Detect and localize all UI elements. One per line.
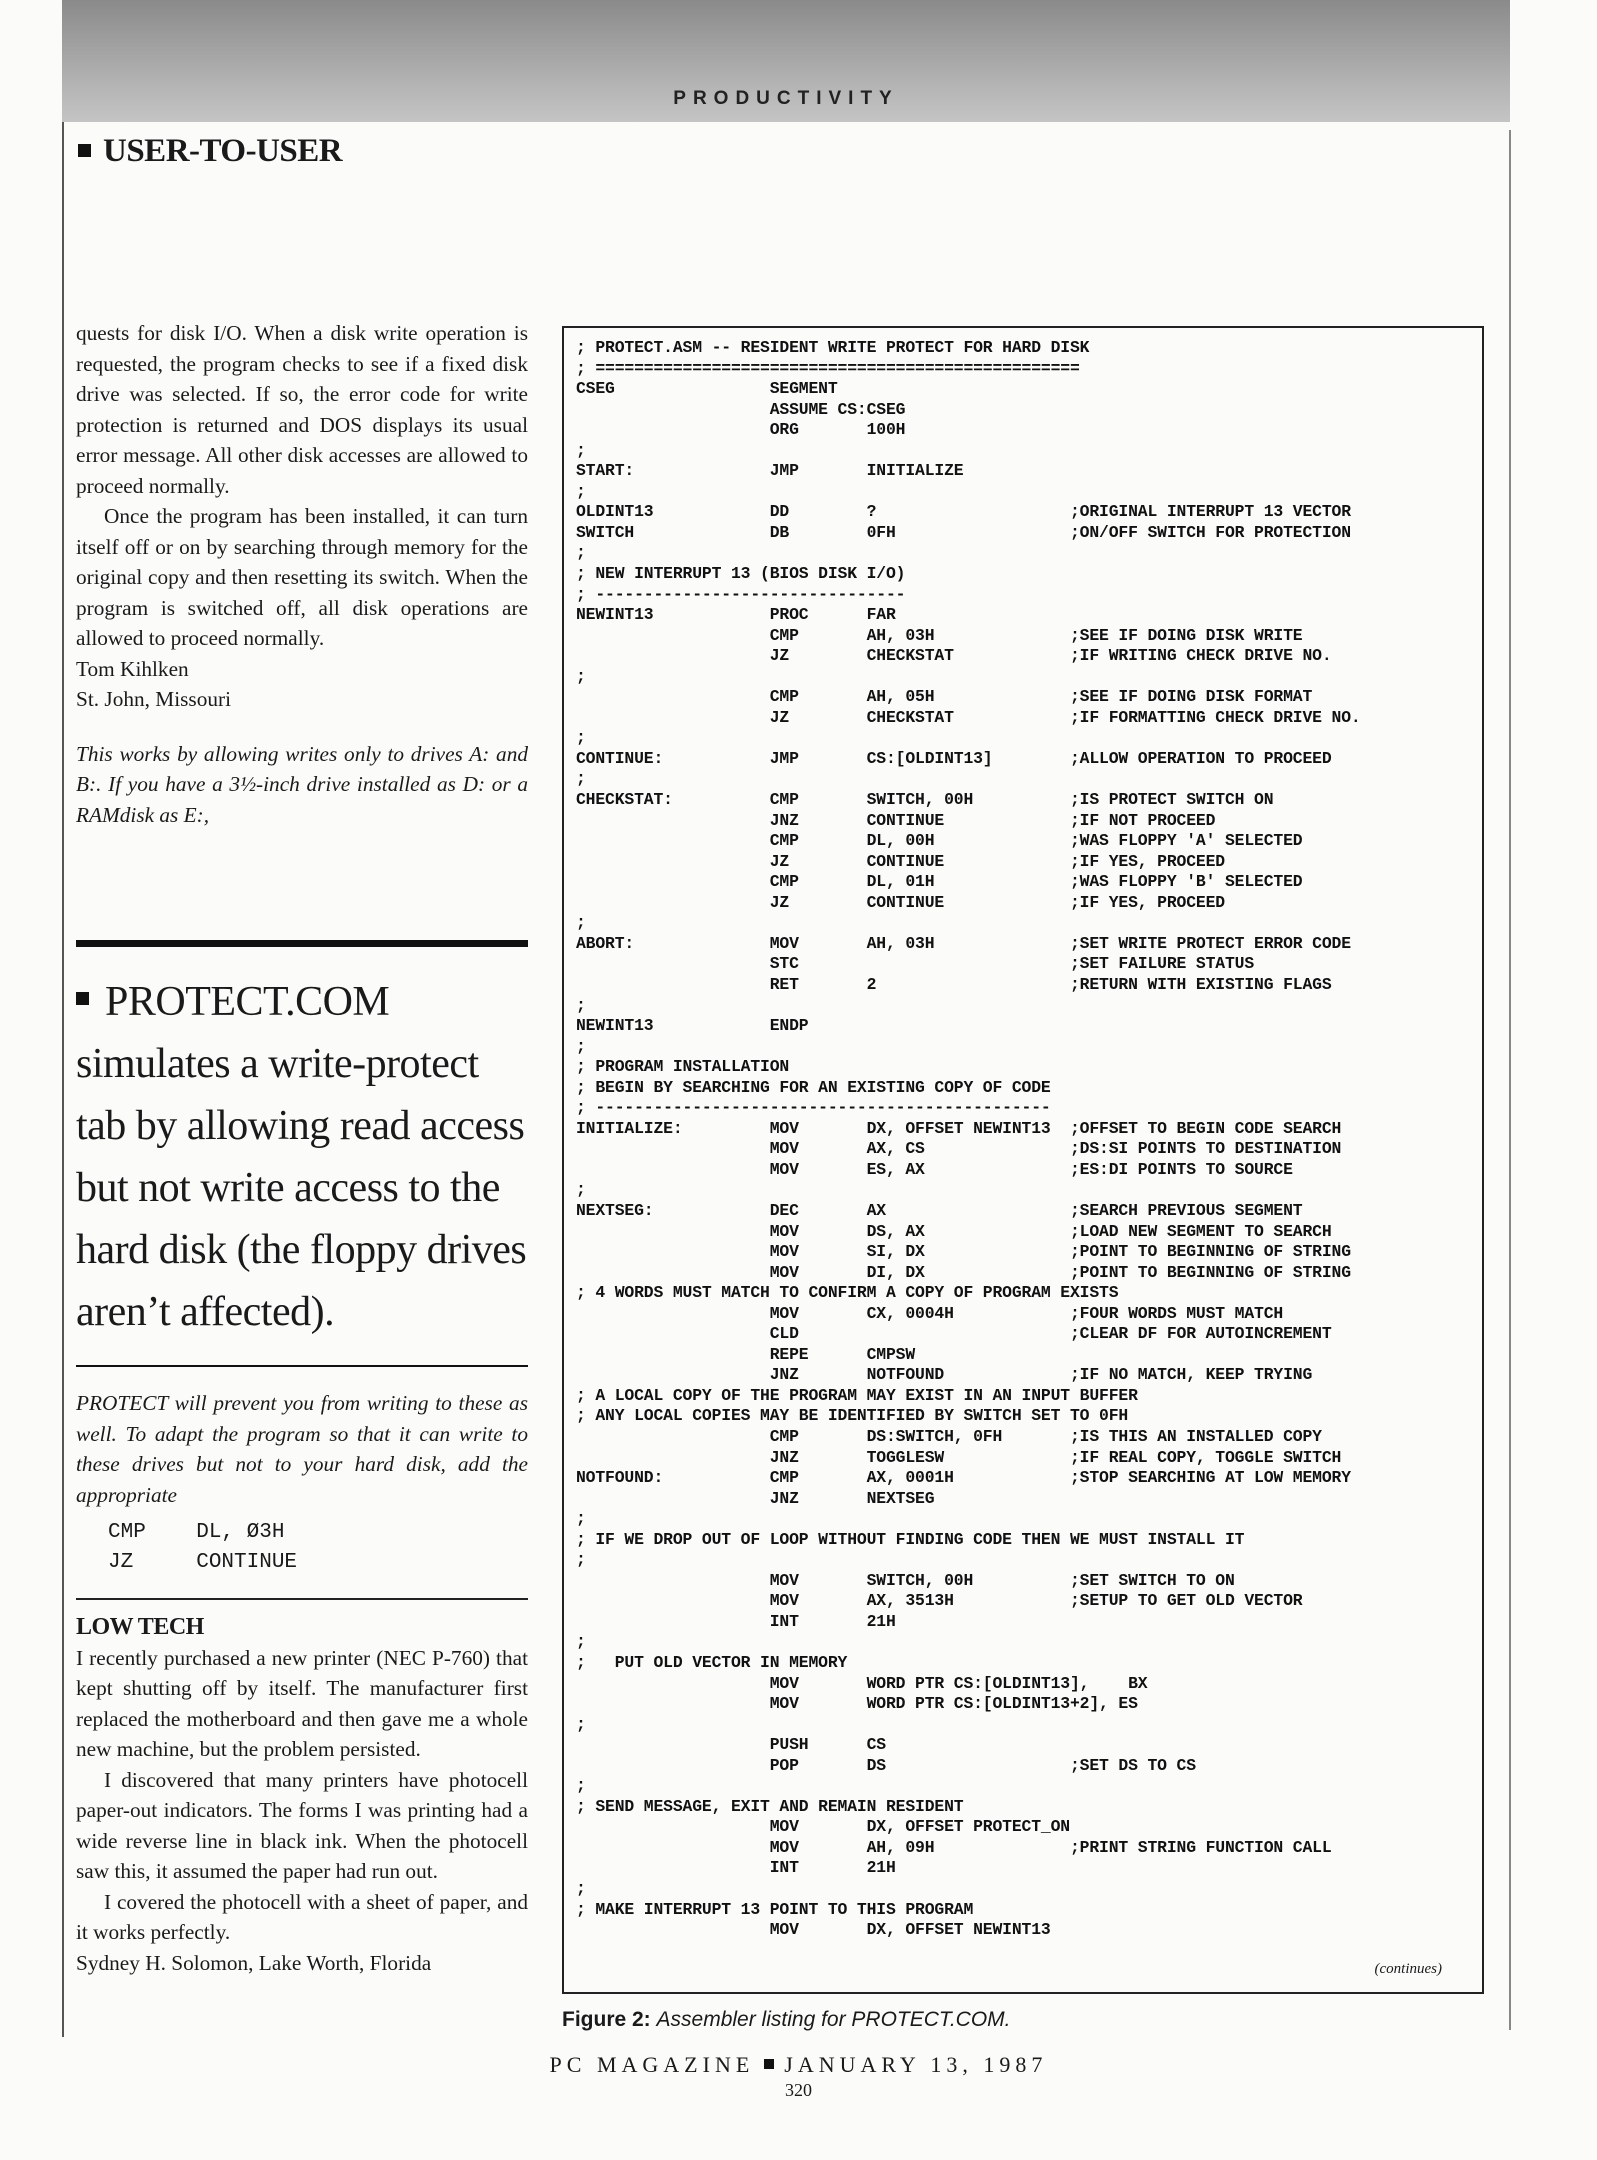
left-vertical-rule <box>62 122 64 2037</box>
square-bullet-icon <box>764 2059 774 2069</box>
body-paragraph: quests for disk I/O. When a disk write operation is requested, the program checks to see if a fixed disk drive was selected. If so, the error code for write protection is returned and DOS displays its usual error message. All other disk accesses are allowed to proceed normally. <box>76 321 528 498</box>
body-paragraph: Once the program has been installed, it can turn itself off or on by searching through memory for the original copy and then resetting its switch. When the program is switched off, all disk operations are allowed to proceed normally. <box>76 504 528 650</box>
editor-note-2: PROTECT will prevent you from writing to these as well. To adapt the program so that it can write to these drives but not to your hard disk, add the appropriate <box>76 1391 528 1507</box>
square-bullet-icon <box>76 992 89 1005</box>
square-bullet-icon <box>78 144 91 157</box>
magazine-name: PC MAGAZINE <box>549 2052 755 2077</box>
continues-note: (continues) <box>1374 1961 1442 1977</box>
figure-number: Figure 2: <box>562 2008 651 2031</box>
low-tech-heading: LOW TECH <box>76 1614 204 1640</box>
left-column-text <box>76 318 528 830</box>
right-vertical-rule <box>1509 130 1511 2030</box>
body-paragraph: I covered the photocell with a sheet of paper, and it works perfectly. <box>76 1889 528 1944</box>
editor-note-continued <box>76 1388 528 1578</box>
page-footer <box>0 2052 1597 2078</box>
body-paragraph: I recently purchased a new printer (NEC P-760) that kept shutting off by itself. The manufacturer first replaced the motherboard and then gave me a whole new machine, but the problem persisted. <box>76 1645 528 1761</box>
low-tech-section <box>76 1612 528 1978</box>
editor-note: This works by allowing writes only to drives A: and B:. If you have a 3½-inch drive installed as D: or a RAMdisk as E:, <box>76 741 528 827</box>
header-band <box>62 0 1510 122</box>
pull-quote-rule-top <box>76 940 528 947</box>
pull-quote <box>76 940 528 1367</box>
pull-quote-text: PROTECT.COM simulates a write-protect tab by allowing read access but not write access to the hard disk (the floppy drives aren’t affected). <box>76 979 527 1335</box>
section-label: PRODUCTIVITY <box>673 88 899 109</box>
department-title <box>78 133 342 170</box>
body-paragraph: I discovered that many printers have photocell paper-out indicators. The forms I was printing had a wide reverse line in black ink. When the photocell saw this, it assumed the paper had run out. <box>76 1767 528 1883</box>
caption-text: Assembler listing for PROTECT.COM. <box>656 2008 1011 2031</box>
department-label: USER-TO-USER <box>103 133 343 169</box>
pull-quote-rule-bottom <box>76 1365 528 1367</box>
assembler-listing: ; PROTECT.ASM -- RESIDENT WRITE PROTECT FOR HARD DISK ; ================================================== CSEG SEGMENT ASSUME CS:CSEG ORG 100H ; START: JMP INITIALIZE ; OLDINT13 DD ? ;ORIGINAL INTERRUPT 13 VECTOR SWITCH DB 0FH ;ON/OFF SWITCH FOR PROTECTION ; ; NEW INTERRUPT 13 (BIOS DISK I/O) ; -------------------------------- NEWINT13 PROC FAR CMP AH, 03H ;SEE IF DOING DISK WRITE JZ CHECKSTAT ;IF WRITING CHECK DRIVE NO. ; CMP AH, 05H ;SEE IF DOING DISK FORMAT JZ CHECKSTAT ;IF FORMATTING CHECK DRIVE NO. ; CONTINUE: JMP CS:[OLDINT13] ;ALLOW OPERATION TO PROCEED ; CHECKSTAT: CMP SWITCH, 00H ;IS PROTECT SWITCH ON JNZ CONTINUE ;IF NOT PROCEED CMP DL, 00H ;WAS FLOPPY 'A' SELECTED JZ CONTINUE ;IF YES, PROCEED CMP DL, 01H ;WAS FLOPPY 'B' SELECTED JZ CONTINUE ;IF YES, PROCEED ; ABORT: MOV AH, 03H ;SET WRITE PROTECT ERROR CODE STC ;SET FAILURE STATUS RET 2 ;RETURN WITH EXISTING FLAGS ; NEWINT13 ENDP ; ; PROGRAM INSTALLATION ; BEGIN BY SEARCHING FOR AN EXISTING COPY OF CODE ; ----------------------------------------------- INITIALIZE: MOV DX, OFFSET NEWINT13 ;OFFSET TO BEGIN CODE SEARCH MOV AX, CS ;DS:SI POINTS TO DESTINATION MOV ES, AX ;ES:DI POINTS TO SOURCE ; NEXTSEG: DEC AX ;SEARCH PREVIOUS SEGMENT MOV DS, AX ;LOAD NEW SEGMENT TO SEARCH MOV SI, DX ;POINT TO BEGINNING OF STRING MOV DI, DX ;POINT TO BEGINNING OF STRING ; 4 WORDS MUST MATCH TO CONFIRM A COPY OF PROGRAM EXISTS MOV CX, 0004H ;FOUR WORDS MUST MATCH CLD ;CLEAR DF FOR AUTOINCREMENT REPE CMPSW JNZ NOTFOUND ;IF NO MATCH, KEEP TRYING ; A LOCAL COPY OF THE PROGRAM MAY EXIST IN AN INPUT BUFFER ; ANY LOCAL COPIES MAY BE IDENTIFIED BY SWITCH SET TO 0FH CMP DS:SWITCH, 0FH ;IS THIS AN INSTALLED COPY JNZ TOGGLESW ;IF REAL COPY, TOGGLE SWITCH NOTFOUND: CMP AX, 0001H ;STOP SEARCHING AT LOW MEMORY JNZ NEXTSEG ; ; IF WE DROP OUT OF LOOP WITHOUT FINDING CODE THEN WE MUST INSTALL IT ; MOV SWITCH, 00H ;SET SWITCH TO ON MOV AX, 3513H ;SETUP TO GET OLD VECTOR INT 21H ; ; PUT OLD VECTOR IN MEMORY MOV WORD PTR CS:[OLDINT13], BX MOV WORD PTR CS:[OLDINT13+2], ES ; PUSH CS POP DS ;SET DS TO CS ; ; SEND MESSAGE, EXIT AND REMAIN RESIDENT MOV DX, OFFSET PROTECT_ON MOV AH, 09H ;PRINT STRING FUNCTION CALL INT 21H ; ; MAKE INTERRUPT 13 POINT TO THIS PROGRAM MOV DX, OFFSET NEWINT13 <box>576 338 1361 1940</box>
author-location: Sydney H. Solomon, Lake Worth, Florida <box>76 1950 432 1975</box>
mini-code-snippet: CMP DL, Ø3H JZ CONTINUE <box>108 1521 298 1574</box>
figure-caption <box>562 2008 1011 2032</box>
issue-date: JANUARY 13, 1987 <box>784 2052 1048 2077</box>
section-divider <box>76 1598 528 1600</box>
pull-quote-text-block <box>76 971 528 1343</box>
author-name: Tom Kihlken <box>76 656 189 681</box>
author-location: St. John, Missouri <box>76 687 232 711</box>
page-number: 320 <box>785 2080 812 2100</box>
code-listing-box <box>562 326 1484 1994</box>
